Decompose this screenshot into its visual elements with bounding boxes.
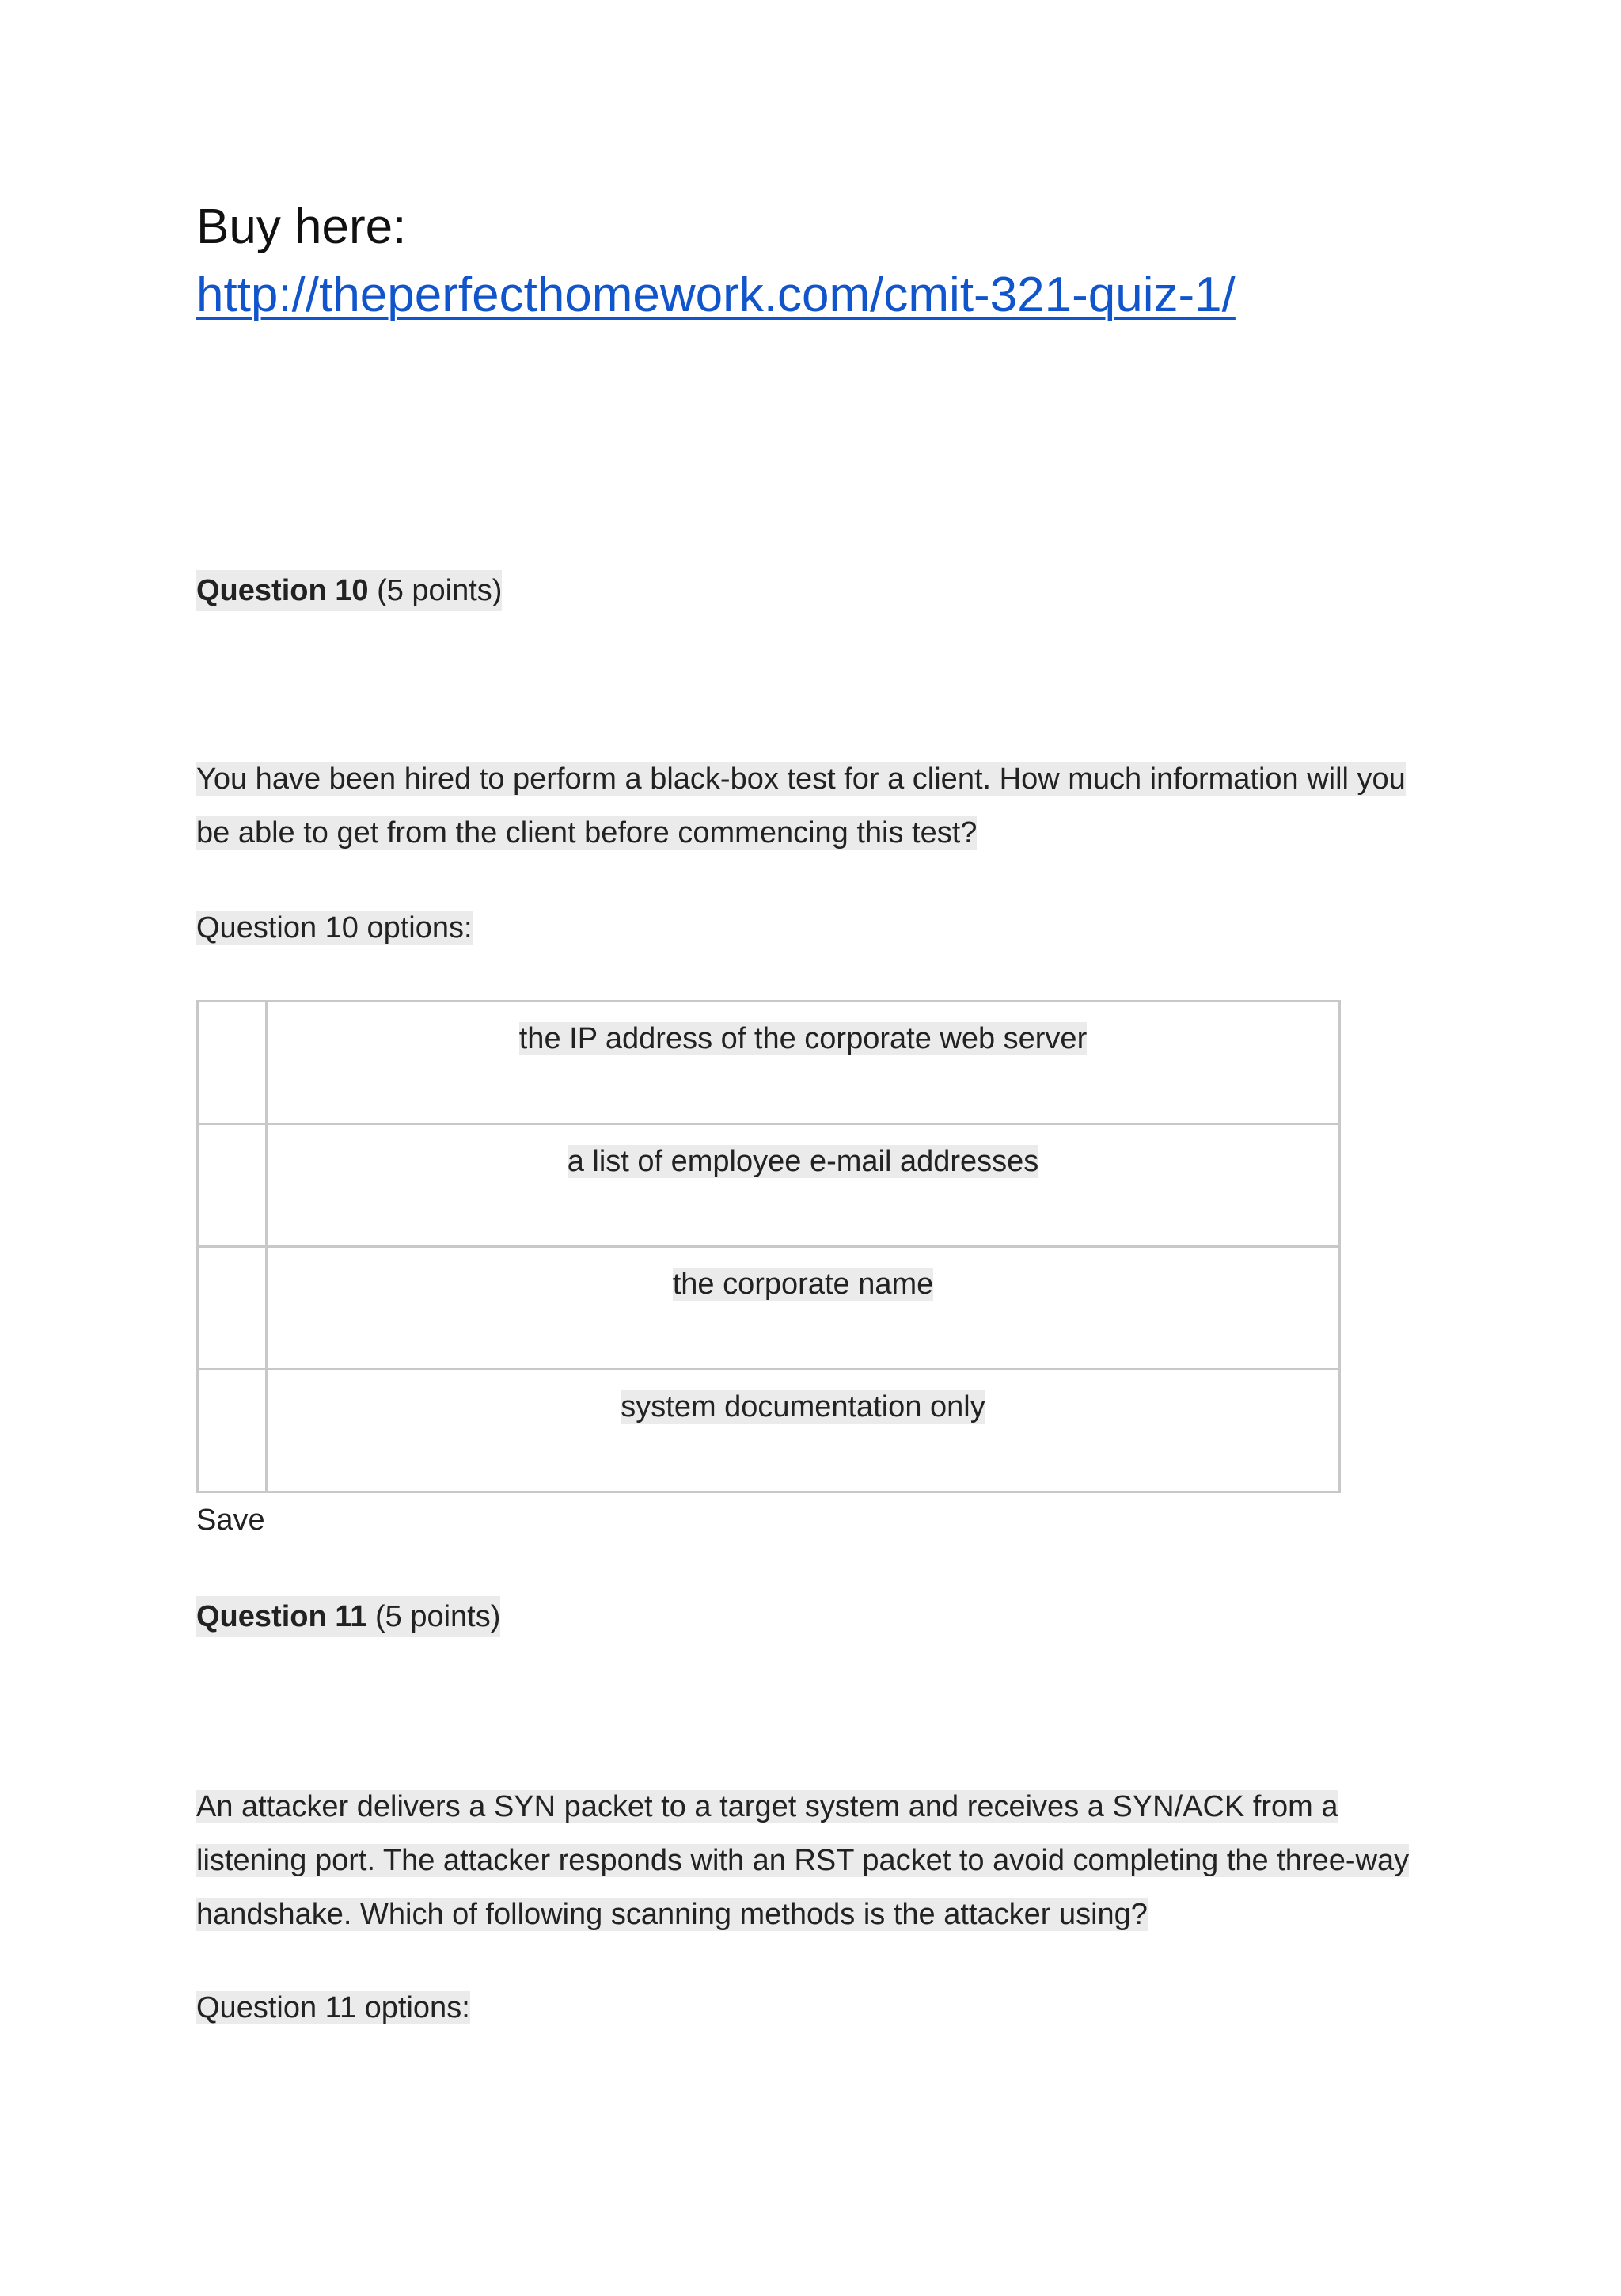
option-select-cell[interactable] [198,1124,267,1247]
question-10-options-label-text: Question 10 options: [196,911,473,945]
option-cell[interactable] [267,1002,1340,1124]
option-row[interactable] [198,1370,1340,1492]
question-11-text [196,1780,1431,1941]
option-select-cell[interactable] [198,1002,267,1124]
option-text: system documentation only [621,1390,985,1424]
buy-link[interactable]: http://theperfecthomework.com/cmit-321-quiz-1/ [196,268,1236,322]
question-10-text-content: You have been hired to perform a black-box test for a client. How much information will you be able to get from the client before commencing this test? [196,762,1406,850]
question-10-points: (5 points) [377,574,503,607]
option-row[interactable] [198,1247,1340,1370]
option-row[interactable] [198,1124,1340,1247]
option-select-cell[interactable] [198,1370,267,1492]
question-10-number: Question 10 [196,574,369,607]
option-cell[interactable] [267,1247,1340,1370]
option-select-cell[interactable] [198,1247,267,1370]
question-11-points: (5 points) [374,1600,501,1633]
question-10-options-table [196,1000,1341,1493]
question-11-text-content: An attacker delivers a SYN packet to a target system and receives a SYN/ACK from a listening port. The attacker responds with an RST packet to avoid completing the three-way handshake. Which of following scanning methods is the attacker using? [196,1790,1410,1931]
option-row[interactable] [198,1002,1340,1124]
option-text: the corporate name [672,1268,934,1301]
question-10-heading [196,570,502,611]
buy-here-label: Buy here: [196,200,407,254]
question-11-options-label [196,1987,470,2028]
question-10-text [196,752,1431,860]
option-cell[interactable] [267,1124,1340,1247]
question-10-options-label [196,907,473,948]
option-text: the IP address of the corporate web server [518,1022,1088,1055]
question-11-options-label-text: Question 11 options: [196,1991,470,2024]
save-button[interactable]: Save [196,1503,265,1537]
option-cell[interactable] [267,1370,1340,1492]
question-11-heading [196,1596,500,1637]
question-11-number: Question 11 [196,1600,367,1633]
option-text: a list of employee e-mail addresses [567,1145,1039,1178]
